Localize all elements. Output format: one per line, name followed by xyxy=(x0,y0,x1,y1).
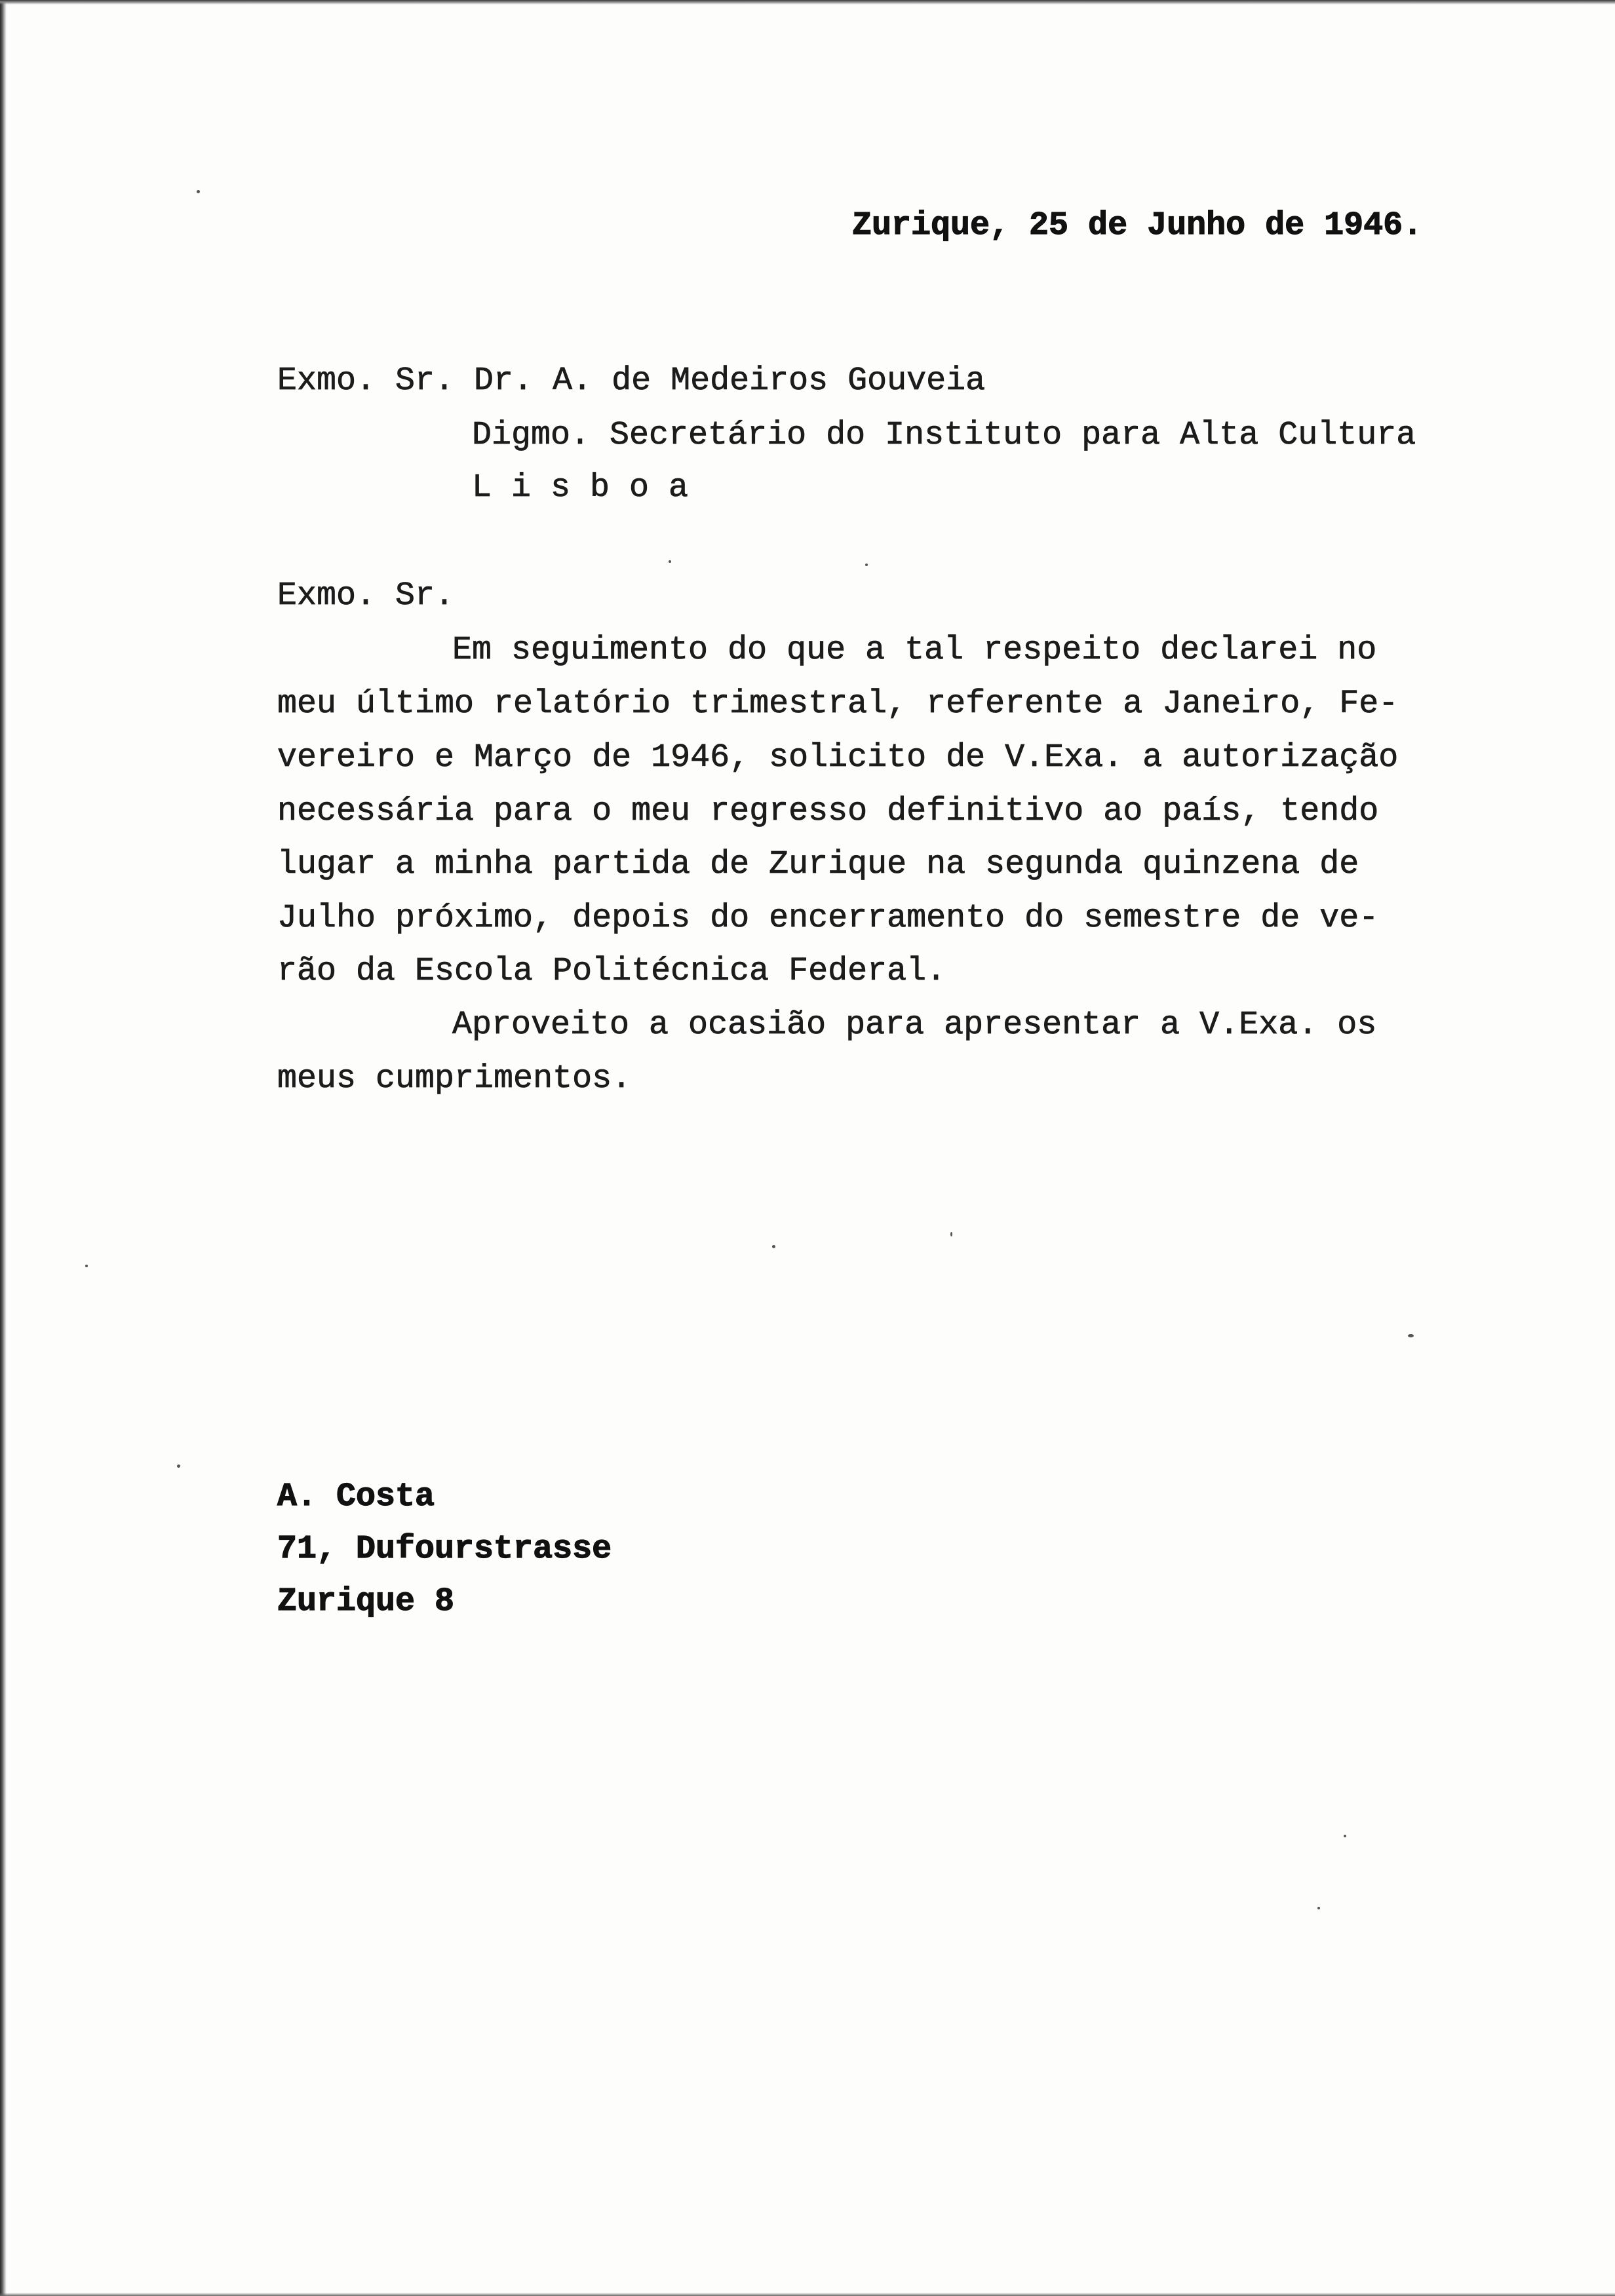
scan-speck xyxy=(85,1265,88,1267)
body-line: lugar a minha partida de Zurique na segunda quinzena de xyxy=(277,846,1359,883)
body-line: necessária para o meu regresso definitivo ao país, tendo xyxy=(277,793,1379,830)
scan-speck xyxy=(772,1245,775,1248)
body-line: Em seguimento do que a tal respeito declarei no xyxy=(452,632,1377,669)
scan-speck xyxy=(1408,1334,1414,1337)
salutation: Exmo. Sr. xyxy=(277,577,455,615)
scan-edge-bottom xyxy=(0,2293,1615,2296)
scan-speck xyxy=(669,560,671,563)
body-line: vereiro e Março de 1946, solicito de V.Exa. a autorização xyxy=(277,739,1399,776)
sender-city: Zurique 8 xyxy=(277,1583,455,1620)
recipient-line-3: L i s b o a xyxy=(472,469,689,507)
body-line: meu último relatório trimestral, referente a Janeiro, Fe- xyxy=(277,685,1399,723)
recipient-line-1: Exmo. Sr. Dr. A. de Medeiros Gouveia xyxy=(277,362,986,400)
scan-speck xyxy=(197,190,200,193)
sender-name: A. Costa xyxy=(277,1478,435,1516)
sender-street: 71, Dufourstrasse xyxy=(277,1531,612,1568)
body-line: meus cumprimentos. xyxy=(277,1060,632,1098)
scan-speck xyxy=(1317,1907,1320,1909)
body-line: Aproveito a ocasião para apresentar a V.Exa. os xyxy=(452,1006,1377,1044)
scan-speck xyxy=(177,1464,180,1468)
body-line: rão da Escola Politécnica Federal. xyxy=(277,953,946,990)
body-line: Julho próximo, depois do encerramento do semestre de ve- xyxy=(277,900,1379,937)
scan-speck xyxy=(865,564,868,566)
scan-speck xyxy=(950,1232,952,1236)
scan-edge-left xyxy=(0,0,7,2296)
scan-speck xyxy=(1344,1835,1346,1837)
letter-date: Zurique, 25 de Junho de 1946. xyxy=(852,207,1423,244)
recipient-line-2: Digmo. Secretário do Instituto para Alta Cultura xyxy=(472,417,1416,454)
scan-edge-top xyxy=(0,0,1615,5)
